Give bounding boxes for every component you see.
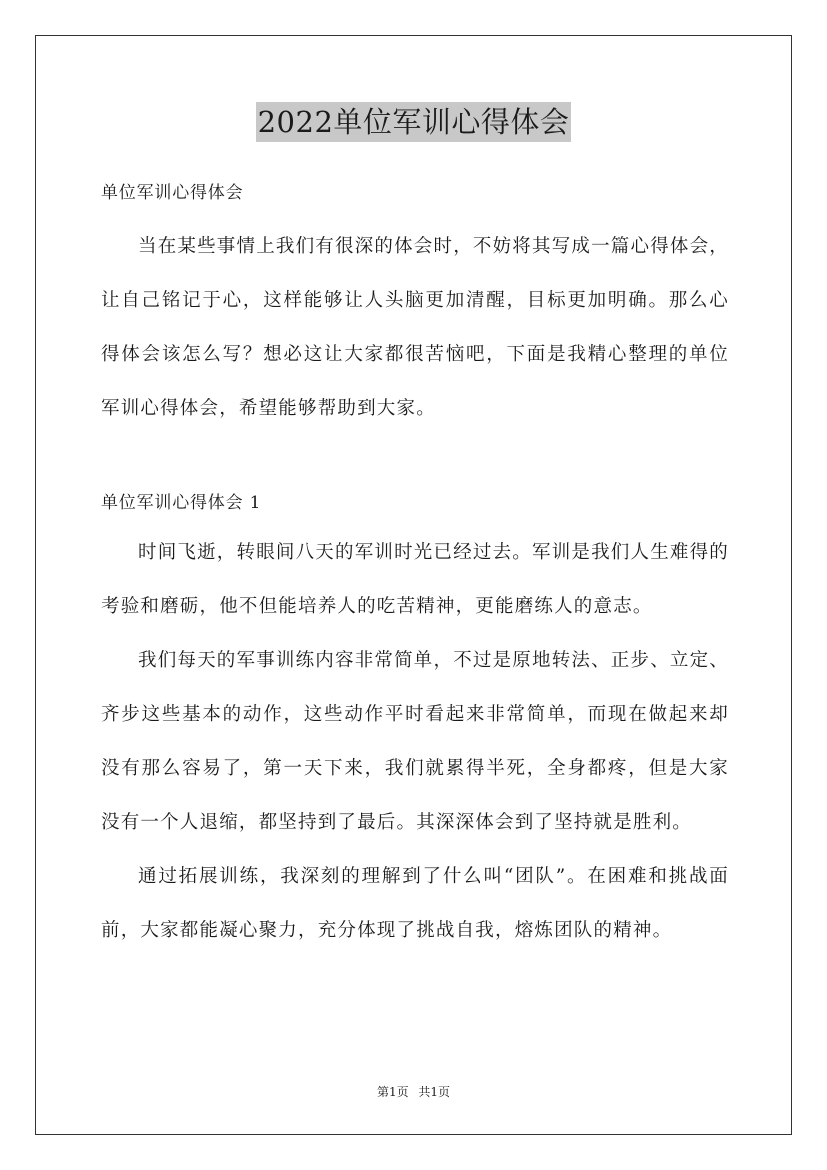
document-title: 2022单位军训心得体会 — [256, 102, 572, 142]
subtitle-heading: 单位军训心得体会 — [101, 183, 244, 203]
body-paragraph: 时间飞逝，转眼间八天的军训时光已经过去。军训是我们人生难得的考验和磨砺，他不但能培养人的吃苦精神，更能磨练人的意志。 — [101, 542, 730, 617]
title-container — [0, 102, 827, 142]
total-pages: 共1页 — [418, 1085, 451, 1099]
intro-paragraph: 当在某些事情上我们有很深的体会时，不妨将其写成一篇心得体会，让自己铭记于心，这样能够让人头脑更加清醒，目标更加明确。那么心得体会该怎么写？想必这让大家都很苦恼吧，下面是我精心整理的单位军训心得体会，希望能够帮助到大家。 — [101, 236, 730, 419]
body-paragraph: 通过拓展训练，我深刻的理解到了什么叫“团队”。在困难和挑战面前，大家都能凝心聚力，充分体现了挑战自我，熔炼团队的精神。 — [101, 866, 729, 941]
body-paragraph: 我们每天的军事训练内容非常简单，不过是原地转法、正步、立定、齐步这些基本的动作，这些动作平时看起来非常简单，而现在做起来却没有那么容易了，第一天下来，我们就累得半死，全身都疼，但是大家没有一个人退缩，都坚持到了最后。其深深体会到了坚持就是胜利。 — [101, 650, 730, 833]
page-footer — [0, 1083, 827, 1101]
document-body — [101, 178, 729, 958]
page-number: 第1页 — [376, 1085, 409, 1099]
section-heading: 单位军训心得体会 1 — [101, 493, 262, 513]
